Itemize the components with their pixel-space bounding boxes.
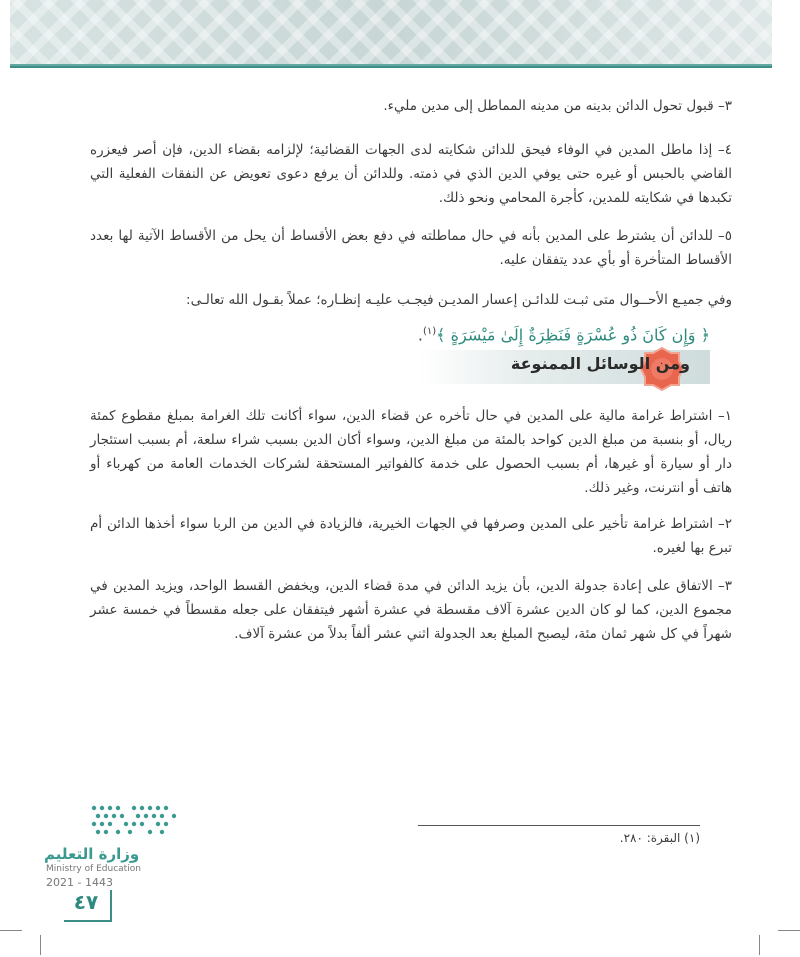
- ministry-name-english: Ministry of Education: [46, 864, 141, 874]
- verse-footnote-marker: (١): [422, 326, 437, 337]
- header-pattern-banner: [10, 0, 772, 68]
- forbidden-item-2: ٢– اشتراط غرامة تأخير على المدين وصرفها في الجهات الخيرية، فالزيادة في الدين من الربا سواء أخذها الدائن أم تبرع بها لغيره.: [90, 516, 732, 556]
- paragraph-5: ٥– للدائن أن يشترط على المدين بأنه في حال مماطلته في دفع بعض الأقساط أن يحل من الأقساط الآتية لها بعدد الأقساط المتأخرة أو بأي عدد يتفقان عليه.: [90, 228, 732, 268]
- crop-mark-left-h: [0, 930, 22, 931]
- ministry-logo-icon: [88, 800, 180, 842]
- page-number: ٤٧: [73, 890, 99, 914]
- crop-mark-right: [759, 935, 760, 955]
- footnote-divider: [418, 825, 700, 826]
- verse-text: ﴿ وَإِن كَانَ ذُو عُسْرَةٍ فَنَظِرَةٌ إِلَىٰ مَيْسَرَةٍ ﴾: [436, 325, 710, 345]
- ministry-year: 2021 - 1443: [46, 876, 113, 889]
- verse-end: .: [417, 325, 423, 345]
- crop-mark-left: [40, 935, 41, 955]
- forbidden-item-1: ١– اشتراط غرامة مالية على المدين في حال تأخره عن قضاء الدين، سواء أكانت تلك الغرامة بمبلغ مقطوع كمئة ريال، أو بنسبة من مبلغ الدين كواحد بالمئة من مبلغ الدين، وسواء أكان الدين بسبب شراء سلعة، أم بسبب استئجار دار أو سيارة أو غيرها، أم بسبب الحصول على خدمة كالفواتير المستحقة لشركات الخدمات العامة من كهرباء أو هاتف أو انترنت، وغير ذلك.: [90, 408, 732, 496]
- quran-verse: [90, 318, 710, 349]
- section-heading: ومن الوسائل الممنوعة: [510, 354, 690, 373]
- ministry-name-arabic: وزارة التعليم: [44, 845, 140, 863]
- footnote: (١) البقرة: ٢٨٠.: [619, 831, 700, 845]
- paragraph-3: ٣– قبول تحول الدائن بدينه من مدينه المماطل إلى مدين مليء.: [383, 98, 732, 114]
- paragraph-insolvency: وفي جميـع الأحــوال متى ثبـت للدائـن إعسار المديـن فيجـب عليـه إنظـاره؛ عملاً بقـول الله تعالـى:: [186, 292, 732, 308]
- paragraph-4: ٤– إذا ماطل المدين في الوفاء فيحق للدائن شكايته لدى الجهات القضائية؛ لإلزامه بقضاء الدين، فإن أصر فيعزره القاضي بالحبس أو غيره حتى يوفي الدين الذي في ذمته. وللدائن أن يرفع دعوى تعويض عن النفقات الفعلية التي تكبدها في شكايته للمدين، كأجرة المحامي ونحو ذلك.: [90, 142, 732, 206]
- crop-mark-right-h: [778, 930, 800, 931]
- header-rule: [10, 64, 772, 66]
- forbidden-item-3: ٣– الاتفاق على إعادة جدولة الدين، بأن يزيد الدائن في مدة قضاء الدين، ويخفض القسط الواحد، ويزيد المدين في مجموع الدين، كما لو كان الدين عشرة آلاف مقسطة في عشرة أشهر فيتفقان على جعله مقسطاً في خمسة عشر شهراً في كل شهر ثمان مئة، ليصبح المبلغ بعد الجدولة اثني عشر ألفاً بدلاً من عشرة آلاف.: [90, 578, 732, 642]
